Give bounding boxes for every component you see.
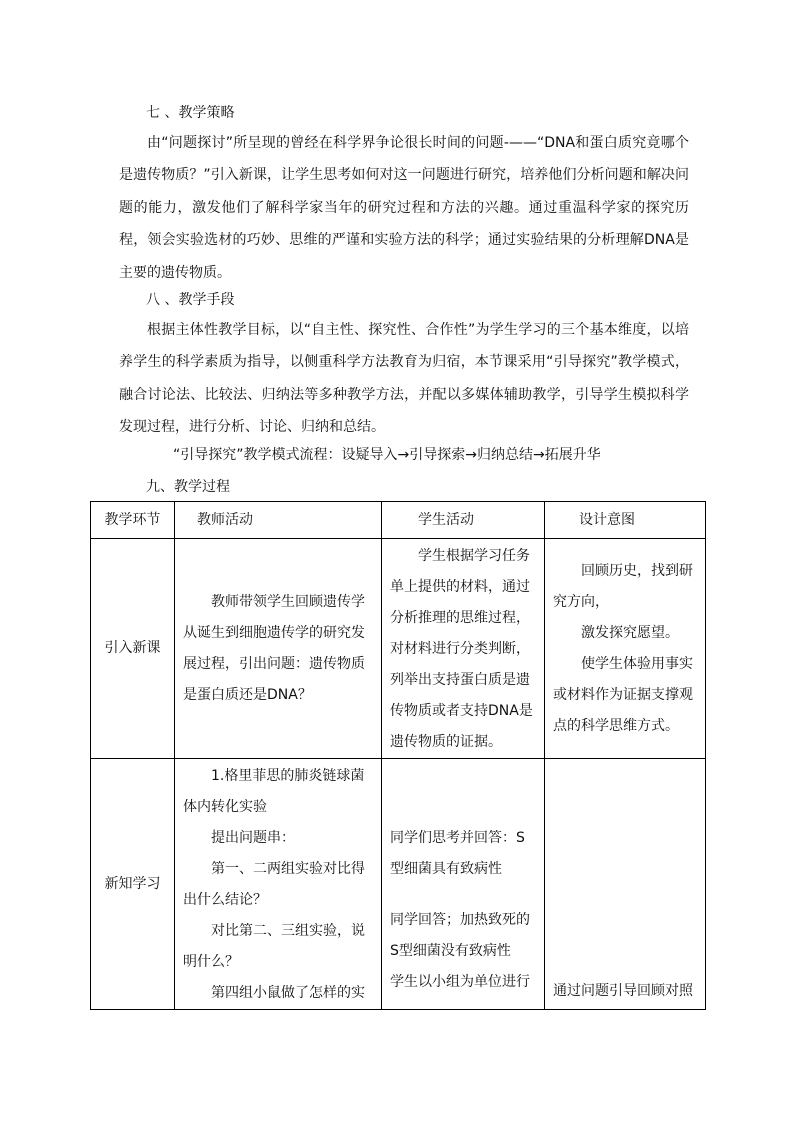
row1-student: 学生根据学习任务单上提供的材料，通过分析推理的思维过程，对材料进行分类判断，列举出支持蛋白质是遗传物质或者支持DNA是遗传物质的证据。 xyxy=(382,539,545,759)
section-heading-process: 九、教学过程 xyxy=(146,479,230,495)
row2-teacher-line3: 第一、二两组实验对比得出什么结论？ xyxy=(183,861,365,908)
table-header-row xyxy=(91,502,706,539)
row2-teacher-line5: 第四组小鼠做了怎样的实 xyxy=(211,985,365,1001)
table-row xyxy=(91,759,706,1010)
header-student: 学生活动 xyxy=(382,502,545,539)
row2-student-line3: 学生以小组为单位进行 xyxy=(390,974,530,990)
row1-intent-line2: 激发探究愿望。 xyxy=(581,624,679,641)
row2-intent: 通过问题引导回顾对照 xyxy=(545,759,706,1010)
means-paragraph: 根据主体性教学目标，以“自主性、探究性、合作性”为学生学习的三个基本维度，以培养学生的科学素质为指导，以侧重科学方法教育为归宿，本节课采用“引导探究”教学模式，融合讨论法、比较法、归纳法等多种教学方法，并配以多媒体辅助教学，引导学生模拟科学发现过程，进行分析、讨论、归纳和总结。 xyxy=(119,322,689,436)
row2-student-line2: 同学回答；加热致死的S型细菌没有致病性 xyxy=(390,912,530,959)
header-intent: 设计意图 xyxy=(545,502,706,539)
section-heading-means: 八 、教学手段 xyxy=(146,292,235,308)
row2-teacher-line1: 1.格里菲思的肺炎链球菌体内转化实验 xyxy=(183,768,365,815)
header-stage: 教学环节 xyxy=(91,502,175,539)
header-teacher: 教师活动 xyxy=(175,502,382,539)
row1-intent-line1: 回顾历史，找到研究方向， xyxy=(553,562,693,610)
row1-intent-line3: 使学生体验用事实或材料作为证据支撑观点的科学思维方式。 xyxy=(553,655,693,734)
teaching-mode-flow: “引导探究”教学模式流程：设疑导入→引导探索→归纳总结→拓展升华 xyxy=(173,447,601,463)
teaching-process-table xyxy=(90,501,706,1010)
row2-student xyxy=(382,759,545,1010)
row1-stage: 引入新课 xyxy=(91,539,175,759)
row2-teacher xyxy=(175,759,382,1010)
row2-student-line1: 同学们思考并回答：S型细菌具有致病性 xyxy=(390,830,525,877)
row2-stage: 新知学习 xyxy=(91,759,175,1010)
strategy-paragraph: 由“问题探讨”所呈现的曾经在科学界争论很长时间的问题-——“DNA和蛋白质究竟哪个是遗传物质？”引入新课，让学生思考如何对这一问题进行研究，培养他们分析问题和解决问题的能力，激发他们了解科学家当年的研究过程和方法的兴趣。通过重温科学家的探究历程，领会实验选材的巧妙、思维的严谨和实验方法的科学；通过实验结果的分析理解DNA是主要的遗传物质。 xyxy=(119,135,689,281)
table-row xyxy=(91,539,706,759)
section-heading-strategy: 七 、教学策略 xyxy=(146,105,235,121)
row2-teacher-line4: 对比第二、三组实验，说明什么？ xyxy=(183,923,365,970)
row2-teacher-line2: 提出问题串： xyxy=(211,830,295,846)
row1-intent xyxy=(545,539,706,759)
row1-teacher: 教师带领学生回顾遗传学从诞生到细胞遗传学的研究发展过程，引出问题：遗传物质是蛋白质还是DNA？ xyxy=(175,539,382,759)
